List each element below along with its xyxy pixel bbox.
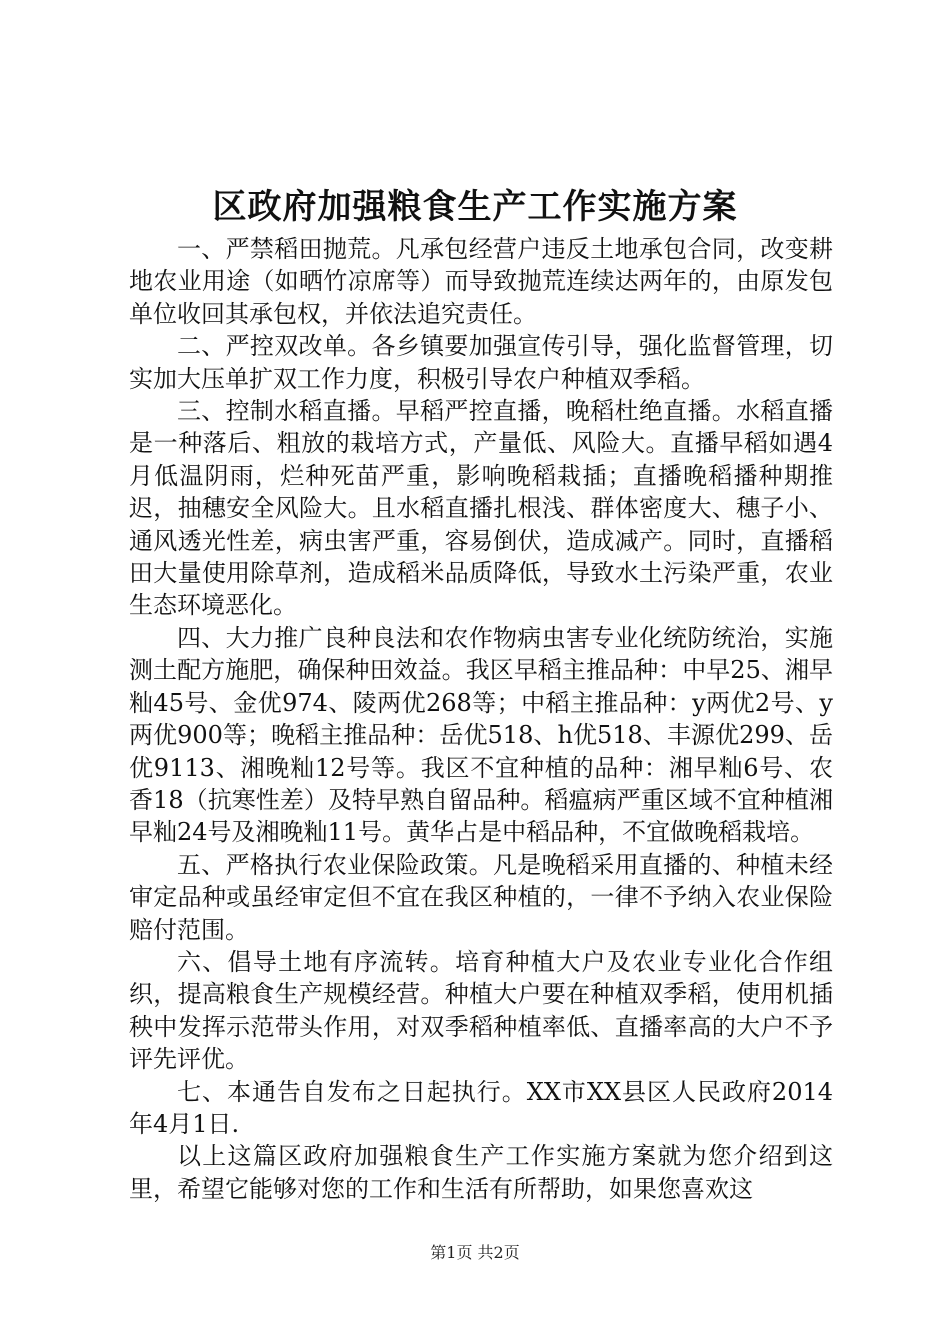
paragraph-7: 七、本通告自发布之日起执行。XX市XX县区人民政府2014年4月1日. <box>129 1077 833 1138</box>
paragraph-4: 四、大力推广良种良法和农作物病虫害专业化统防统治，实施测土配方施肥，确保种田效益。我区早稻主推品种：中早25、湘早籼45号、金优974、陵两优268等；中稻主推品种：y两优2号、y两优900等；晚稻主推品种：岳优518、h优518、丰源优299、岳优9113、湘晚籼12号等。我区不宜种植的品种：湘早籼6号、农香18（抗寒性差）及特早熟自留品种。稻瘟病严重区域不宜种植湘早籼24号及湘晚籼11号。黄华占是中稻品种，不宜做晚稻栽培。 <box>129 623 833 847</box>
page-footer: 第1页 共2页 <box>430 1243 520 1262</box>
paragraph-1: 一、严禁稻田抛荒。凡承包经营户违反土地承包合同，改变耕地农业用途（如晒竹凉席等）而导致抛荒连续达两年的，由原发包单位收回其承包权，并依法追究责任。 <box>129 235 833 328</box>
paragraph-3: 三、控制水稻直播。早稻严控直播，晚稻杜绝直播。水稻直播是一种落后、粗放的栽培方式，产量低、风险大。直播早稻如遇4月低温阴雨，烂种死苗严重，影响晚稻栽插；直播晚稻播种期推迟，抽穗安全风险大。且水稻直播扎根浅、群体密度大、穗子小、通风透光性差，病虫害严重，容易倒伏，造成减产。同时，直播稻田大量使用除草剂，造成稻米品质降低，导致水土污染严重，农业生态环境恶化。 <box>129 397 833 620</box>
paragraph-2: 二、严控双改单。各乡镇要加强宣传引导，强化监督管理，切实加大压单扩双工作力度，积极引导农户种植双季稻。 <box>129 332 833 393</box>
document-title: 区政府加强粮食生产工作实施方案 <box>212 187 738 227</box>
paragraph-5: 五、严格执行农业保险政策。凡是晚稻采用直播的、种植未经审定品种或虽经审定但不宜在我区种植的，一律不予纳入农业保险赔付范围。 <box>129 850 833 944</box>
document-body <box>129 233 833 1205</box>
paragraph-6: 六、倡导土地有序流转。培育种植大户及农业专业化合作组织，提高粮食生产规模经营。种植大户要在种植双季稻，使用机插秧中发挥示范带头作用，对双季稻种植率低、直播率高的大户不予评先评优。 <box>129 947 833 1074</box>
paragraph-8: 以上这篇区政府加强粮食生产工作实施方案就为您介绍到这里，希望它能够对您的工作和生活有所帮助，如果您喜欢这 <box>129 1142 833 1203</box>
